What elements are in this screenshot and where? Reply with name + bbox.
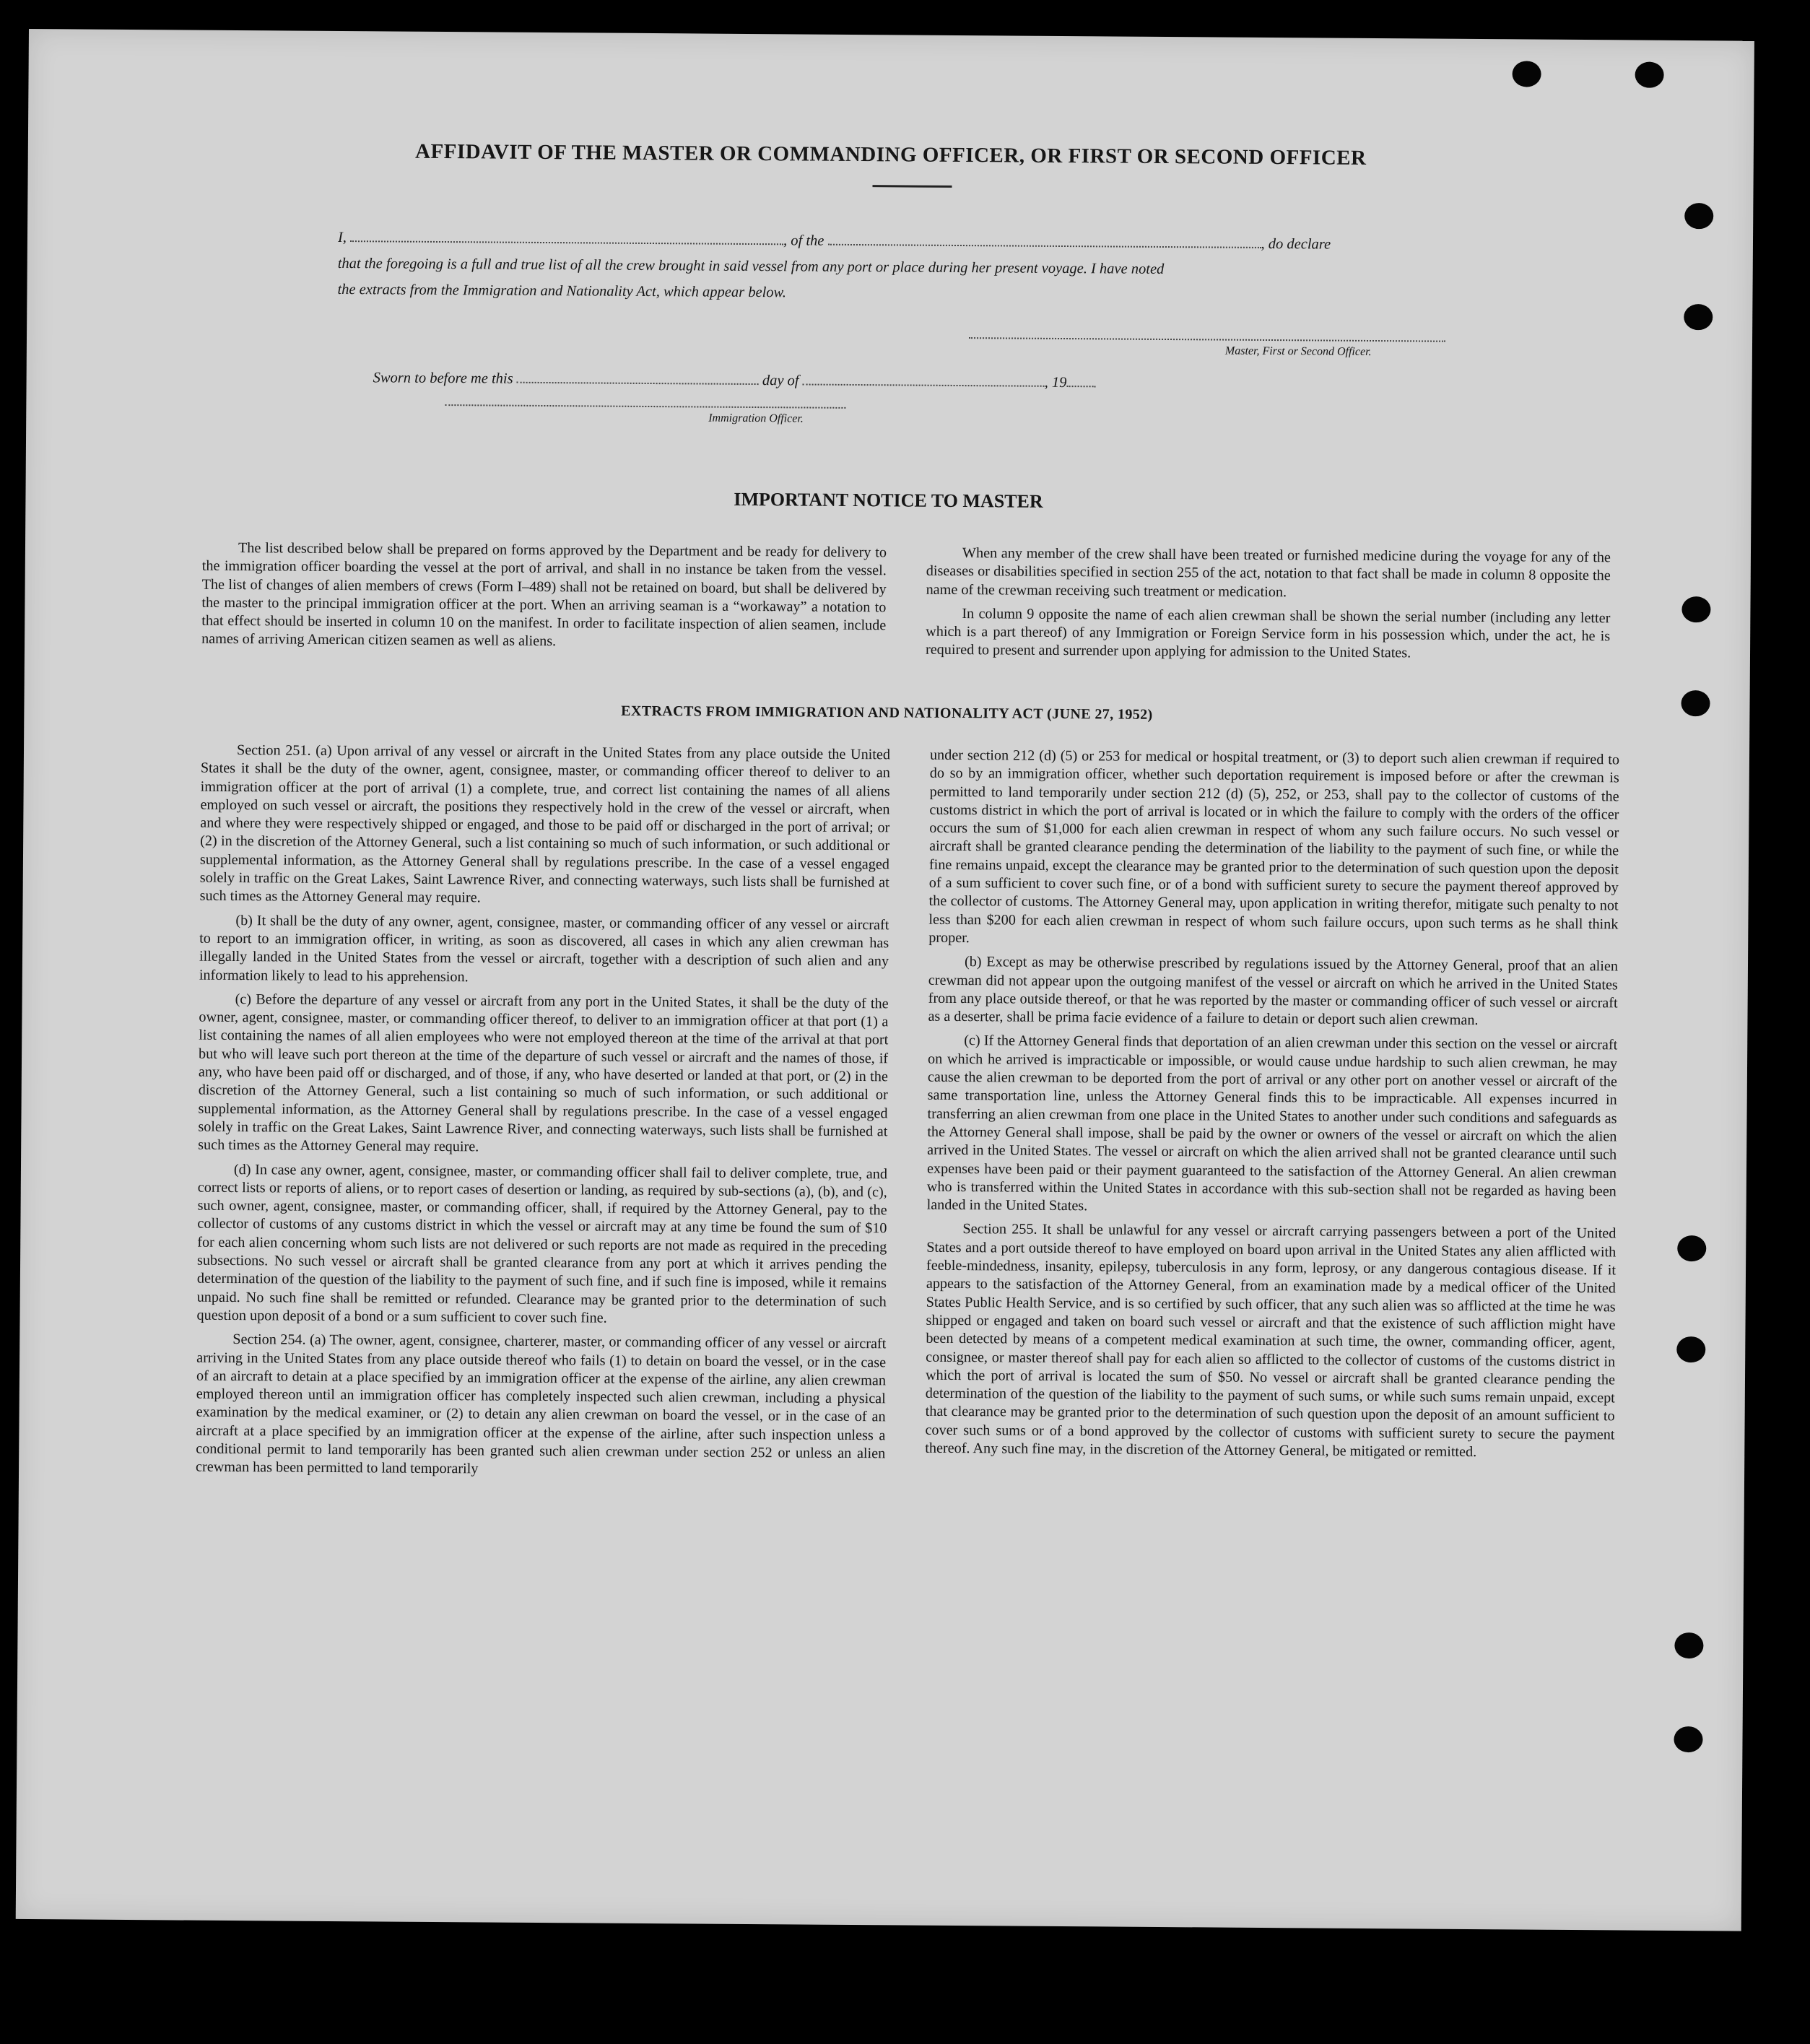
sworn-label: Sworn to before me this <box>373 370 513 387</box>
extracts-right-column <box>925 747 1619 1469</box>
extracts-left-column <box>196 742 890 1487</box>
title-divider <box>872 185 952 188</box>
declaration-line-2: that the foregoing is a full and true list of all the crew brought in said vessel from any port or place during her present voyage. I have noted <box>337 255 1165 277</box>
punch-hole <box>1677 1235 1706 1261</box>
notice-left-column <box>201 539 887 659</box>
section-paragraph: (c) Before the departure of any vessel or aircraft from any port in the United States, it shall be the duty of the owner, agent, consignee, master, or commanding officer thereof, to deliver to an immigration officer at that port (1) a list containing the names of all alien employees who were not employed thereon at the time of the arrival at that port but who will leave such port thereon at the time of the departure of such vessel or aircraft and the names of those, if any, who have been paid off or discharged, and of those, if any, who have deserted or landed at that port, or (2) in the discretion of the Attorney General, such a list containing so much of such information, or such additional or supplemental information, as the Attorney General shall by regulations prescribe. In the case of a vessel engaged solely in traffic on the Great Lakes, Saint Lawrence River, and connecting waterways, such lists shall be furnished at such times as the Attorney General may require. <box>198 991 889 1155</box>
section-paragraph: Section 254. (a) The owner, agent, consignee, charterer, master, or commanding officer of any vessel or aircraft arriving in the United States from any place outside thereof who fails (1) to detain on board the vessel, or in the case of an aircraft to detain at a place specified by an immigration officer at the expense of the airline, any alien crewman employed thereon until an immigration officer has completely inspected such alien crewman, including a physical examination by the medical examiner, or (2) to detain any alien crewman on board the vessel, or in the case of an aircraft at a place specified by an immigration officer at the expense of the airline, after such inspection unless a conditional permit to land temporarily has been granted such alien crewman under section 252 or unless an alien crewman has been permitted to land temporarily <box>196 1331 887 1477</box>
sworn-month-field[interactable] <box>803 373 1045 386</box>
notice-paragraph: The list described below shall be prepared on forms approved by the Department and be ready for delivery to the immigration officer boarding the vessel at the port of arrival, and shall in no instance be taken from the vessel. The list of changes of alien members of crews (Form I–489) shall not be retained on board, but shall be delivered by the master to the principal immigration officer at the port. When an arriving seaman is a “workaway” a notation to that effect should be inserted in column 10 on the manifest. In order to facilitate inspection of alien seamen, include names of arriving American citizen seamen as well as aliens. <box>201 540 887 650</box>
immigration-officer-signature-line[interactable] <box>445 404 845 409</box>
punch-hole <box>1676 1336 1705 1362</box>
notice-paragraph: When any member of the crew shall have been treated or furnished medicine during the voyage for any of the diseases or disabilities specified in section 255 of the act, notation to that fact shall be made in column 8 opposite the name of the crewman receiving such treatment or medication. <box>926 545 1611 600</box>
section-paragraph: (b) Except as may be otherwise prescribed by regulations issued by the Attorney General, proof that an alien crewman did not appear upon the outgoing manifest of the vessel or aircraft on which he arrived in the United States from any place outside thereof, or that he was reported by the master or commanding officer of such vessel or aircraft as a deserter, shall be prima facie evidence of a failure to detain or deport such alien crewman. <box>928 954 1619 1029</box>
section-paragraph: (b) It shall be the duty of any owner, agent, consignee, master, or commanding officer of any vessel or aircraft to report to an immigration officer, in writing, as soon as discovered, all cases in which any alien crewman has illegally landed in the United States from the vessel or aircraft, together with a description of such alien and any information likely to lead to his apprehension. <box>199 912 889 985</box>
notice-right-column <box>926 544 1611 670</box>
section-paragraph: (d) In case any owner, agent, consignee, master, or commanding officer shall fail to deliver complete, true, and correct lists or reports of aliens, or to report cases of desertion or landing, as required by sub-sections (a), (b), and (c), such owner, agent, consignee, master, or commanding officer, shall, if required by the Attorney General, pay to the collector of customs of any customs district in which the vessel or aircraft may at any time be found the sum of $10 for each alien concerning whom such lists are not delivered or such reports are not made as required in the preceding subsections. No such vessel or aircraft shall be granted clearance from any port at which it arrives pending the determination of the question of the liability to the payment of such fine, and if such fine is imposed, while it remains unpaid. No such fine shall be remitted or refunded. Clearance may be granted prior to the determination of such question upon deposit of a bond or a sum sufficient to cover such fine. <box>196 1161 888 1326</box>
year-label: , 19 <box>1044 374 1067 391</box>
section-paragraph: Section 251. (a) Upon arrival of any vessel or aircraft in the United States from any place outside the United States it shall be the duty of the owner, agent, consignee, master, or commanding officer thereof to deliver to an immigration officer at the port of arrival (1) a complete, true, and correct list containing the names of all aliens employed on such vessel or aircraft, the positions they respectively hold in the crew of the vessel or aircraft, when and where they were respectively shipped or engaged, and those to be paid off or discharged in the port of arrival; or (2) in the discretion of the Attorney General, such a list containing so much of such information, or such additional or supplemental information, as the Attorney General shall by regulations prescribe. In the case of a vessel engaged solely in traffic on the Great Lakes, Saint Lawrence River, and connecting waterways, such lists shall be furnished at such times as the Attorney General may require. <box>199 742 891 906</box>
punch-hole <box>1512 61 1541 87</box>
punch-hole <box>1674 1632 1703 1658</box>
section-paragraph: (c) If the Attorney General finds that deportation of an alien crewman under this section on the vessel or aircraft on which he arrived is impracticable or impossible, or would cause undue hardship to such alien crewman, he may cause the alien crewman to be deported from the port of arrival or any other port on another vessel or aircraft of the same transportation line, unless the Attorney General finds this to be impracticable. All expenses incurred in transferring an alien crewman from one place in the United States to another under such conditions and safeguards as the Attorney General shall impose, shall be paid by the owner or owners of the vessel or aircraft on which the alien arrived in the United States. The vessel or aircraft on which the alien arrived shall not be granted clearance until such expenses have been paid or their payment guaranteed to the satisfaction of the Attorney General. An alien crewman who is transferred within the United States in accordance with this sub-section shall not be regarded as having been landed in the United States. <box>926 1032 1618 1214</box>
master-signature-line[interactable] <box>969 337 1445 342</box>
punch-hole <box>1684 304 1713 330</box>
notice-paragraph: In column 9 opposite the name of each alien crewman shall be shown the serial number (including any letter which is a part thereof) of any Immigration or Foreign Service form in his possession which, under the act, he is required to present and surrender upon applying for admission to the United States. <box>925 605 1611 661</box>
section-paragraph: Section 255. It shall be unlawful for any vessel or aircraft carrying passengers between a port of the United States and a port outside thereof to have employed on board upon arrival in the United States any alien afflicted with feeble-mindedness, insanity, epilepsy, tuberculosis in any form, leprosy, or any dangerous contagious disease. If it appears to the satisfaction of the Attorney General, from an examination made by a medical officer of the United States Public Health Service, and is so certified by such officer, that any such alien was so afflicted at the time he was shipped or engaged and taken on board such vessel or aircraft and that the existence of such affliction might have been detected by means of a competent medical examination at such time, the owner, commanding officer, agent, consignee, or master thereof shall pay for each alien so afflicted to the collector of customs of the customs district in which the port of arrival is located the sum of $50. No vessel or aircraft shall be granted clearance pending the determination of the question of the liability to the payment of such sums, or while such sums remain unpaid, except that clearance may be granted prior to the determination of such question upon the deposit of an amount sufficient to cover such sums or of a bond approved by the collector of customs with sufficient surety to secure the payment thereof. Any such fine may, in the discretion of the Attorney General, be mitigated or remitted. <box>925 1221 1617 1461</box>
extracts-title: EXTRACTS FROM IMMIGRATION AND NATIONALITY ACT (JUNE 27, 1952) <box>621 703 1153 723</box>
document-page <box>16 29 1754 1931</box>
affidavit-title: AFFIDAVIT OF THE MASTER OR COMMANDING OFFICER, OR FIRST OR SECOND OFFICER <box>414 139 1367 170</box>
declare-i-label: I, <box>337 229 347 246</box>
declaration-block <box>337 225 1471 310</box>
sworn-year-field[interactable] <box>1066 375 1095 387</box>
section-paragraph: under section 212 (d) (5) or 253 for medical or hospital treatment, or (3) to deport such alien crewman if required to do so by an immigration officer, whether such deportation requirement is imposed before or after the crewman is permitted to land temporarily under section 212 (d) (5), 252, or 253, shall pay to the collector of customs of the customs district in which the port of arrival is located or in which the failure to comply with the orders of the officer occurs the sum of $1,000 for each alien crewman in respect of whom any such failure occurs. No such vessel or aircraft shall be granted clearance pending the determination of the liability to the payment of such fine, or while the fine remains unpaid, except the clearance may be granted prior to the determination of such question upon the deposit of a sum sufficient to cover such fine, or of a bond with sufficient surety to secure the payment thereof approved by the collector of customs. The Attorney General may, upon application in writing therefor, mitigate such penalty to not less than $200 for each alien crewman in respect of whom such failure occurs, upon such terms as he shall think proper. <box>928 747 1620 947</box>
vessel-blank-field[interactable] <box>828 234 1261 248</box>
master-signature-label: Master, First or Second Officer. <box>1224 344 1372 358</box>
notice-title: IMPORTANT NOTICE TO MASTER <box>734 488 1043 512</box>
immigration-officer-label: Immigration Officer. <box>708 412 804 425</box>
name-blank-field[interactable] <box>350 230 783 245</box>
punch-hole <box>1635 62 1663 88</box>
punch-hole <box>1674 1726 1702 1752</box>
day-of-label: day of <box>762 373 799 389</box>
do-declare-label: , do declare <box>1261 235 1331 253</box>
punch-hole <box>1681 596 1710 622</box>
sworn-day-field[interactable] <box>517 372 759 385</box>
punch-hole <box>1684 203 1713 229</box>
sworn-line <box>373 365 1240 396</box>
of-the-label: , of the <box>783 232 824 249</box>
declaration-line-3: the extracts from the Immigration and Nationality Act, which appear below. <box>337 281 786 301</box>
